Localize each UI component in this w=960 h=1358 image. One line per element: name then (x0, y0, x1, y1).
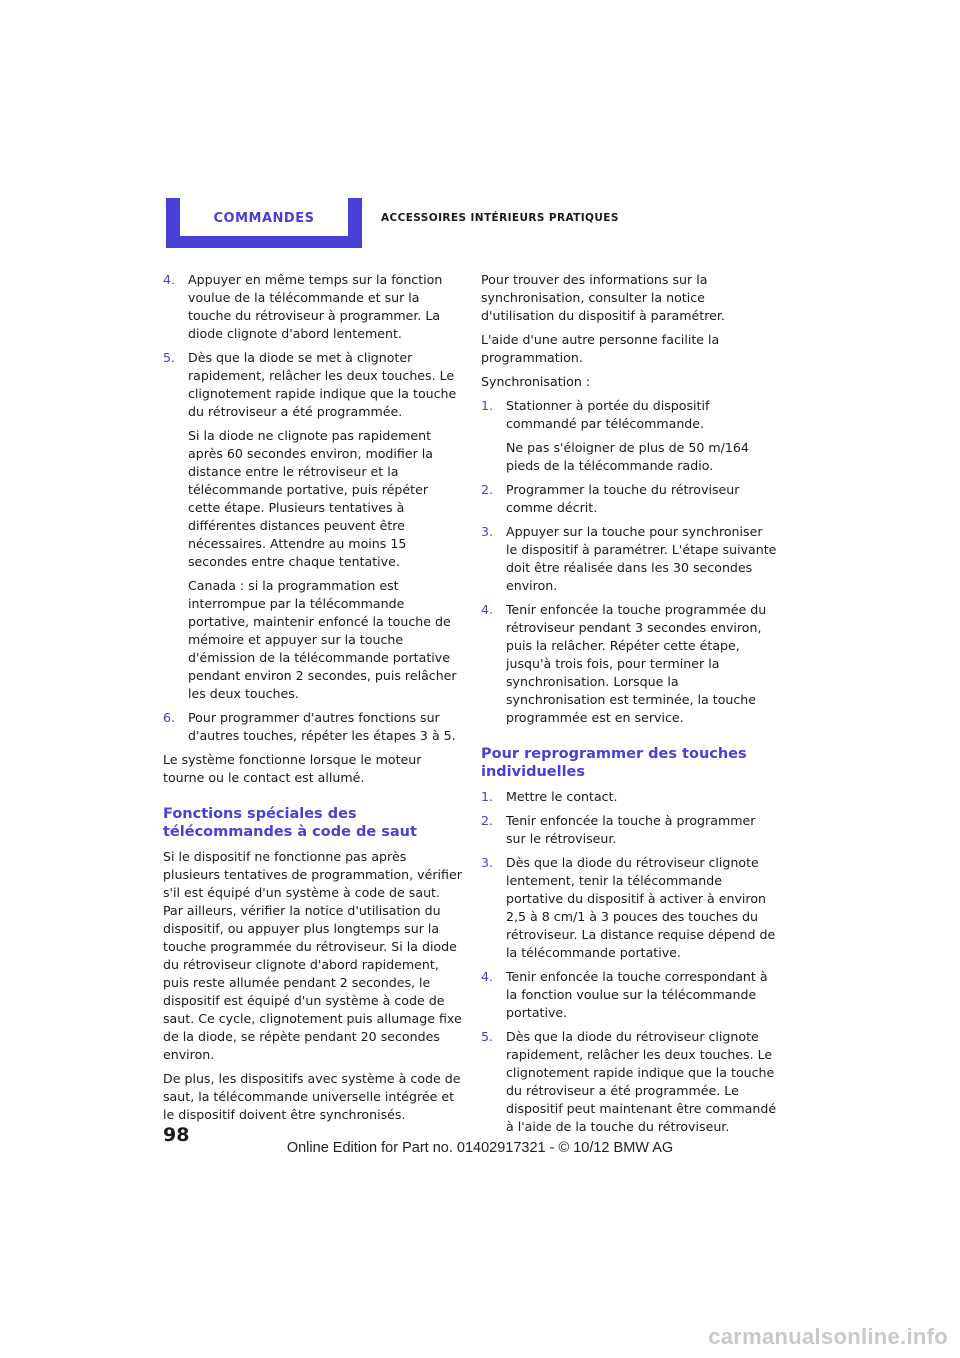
reprog-step-5 (481, 1028, 777, 1136)
step-number: 1. (481, 789, 494, 804)
reprog-step-2 (481, 812, 777, 848)
step-number: 3. (481, 524, 494, 539)
reprog-step-1 (481, 788, 777, 806)
step-number: 5. (481, 1029, 494, 1044)
running-title: ACCESSOIRES INTÉRIEURS PRATIQUES (381, 212, 619, 224)
step-4 (163, 271, 463, 343)
sync-step-4 (481, 601, 777, 727)
step-text: Appuyer sur la touche pour synchroniser le dispositif à paramétrer. L'étape suivante doit être réalisée dans les 30 secondes environ. (506, 524, 777, 593)
step-5 (163, 349, 463, 703)
paragraph: Pour trouver des informations sur la synchronisation, consulter la notice d'utilisation du dispositif à paramétrer. (481, 272, 725, 323)
step-number: 4. (481, 969, 494, 984)
step-number: 4. (481, 602, 494, 617)
step-number: 2. (481, 482, 494, 497)
page-number: 98 (163, 1124, 190, 1146)
step-number: 4. (163, 272, 176, 287)
step-note-canada: Canada : si la programmation est interrompue par la télécommande portative, maintenir enfoncé la touche de mémoire et appuyer sur la touche d'émission de la télécommande portative pendant environ 2 secondes, puis relâcher les deux touches. (188, 578, 457, 701)
step-6 (163, 709, 463, 745)
step-text: Pour programmer d'autres fonctions sur d'autres touches, répéter les étapes 3 à 5. (188, 710, 456, 743)
step-text: Appuyer en même temps sur la fonction voulue de la télécommande et sur la touche du rétroviseur à programmer. La diode clignote d'abord lentement. (188, 272, 443, 341)
section-heading-reprogram: Pour reprogrammer des touches individuelles (481, 746, 747, 780)
step-number: 5. (163, 350, 176, 365)
step-number: 6. (163, 710, 176, 725)
reprog-step-3 (481, 854, 777, 962)
sync-step-3 (481, 523, 777, 595)
paragraph: Si le dispositif ne fonctionne pas après plusieurs tentatives de programmation, vérifier s'il est équipé d'un système à code de saut. Par ailleurs, vérifier la notice d'utilisation du dispositif, ou appuyer plus longtemps sur la touche programmée du rétroviseur. Si la diode du rétroviseur clignote d'abord rapidement, puis reste allumée pendant 2 secondes, le dispositif est équipé d'un système à code de saut. Ce cycle, clignotement puis allumage fixe de la diode, se répète pendant 20 secondes environ. (163, 849, 462, 1062)
step-text: Dès que la diode du rétroviseur clignote rapidement, relâcher les deux touches. Le clignotement rapide indique que la touche du rétroviseur a été programmée. Le dispositif peut maintenant être commandé à l'aide de la touche du rétroviseur. (506, 1029, 777, 1134)
left-column (163, 271, 463, 1130)
sync-step-1 (481, 397, 777, 475)
step-number: 3. (481, 855, 494, 870)
paragraph: L'aide d'une autre personne facilite la programmation. (481, 332, 720, 365)
step-text: Tenir enfoncée la touche programmée du rétroviseur pendant 3 secondes environ, puis la relâcher. Répéter cette étape, jusqu'à trois fois, pour terminer la synchronisation. Lorsque la synchronisation est terminée, la touche programmée est en service. (506, 602, 767, 725)
system-note: Le système fonctionne lorsque le moteur tourne ou le contact est allumé. (163, 752, 422, 785)
right-column (481, 271, 777, 1142)
chapter-tab-label: COMMANDES (180, 198, 348, 236)
chapter-tab (166, 198, 362, 248)
step-text: Programmer la touche du rétroviseur comme décrit. (506, 482, 740, 515)
reprog-step-4 (481, 968, 777, 1022)
step-number: 2. (481, 813, 494, 828)
step-note: Si la diode ne clignote pas rapidement après 60 secondes environ, modifier la distance entre le rétroviseur et la télécommande portative, puis répéter cette étape. Plusieurs tentatives à différentes distances peuvent être nécessaires. Attendre au moins 15 secondes entre chaque tentative. (188, 428, 433, 569)
step-note: Ne pas s'éloigner de plus de 50 m/164 pieds de la télécommande radio. (506, 440, 749, 473)
section-heading-rolling-code: Fonctions spéciales des télécommandes à code de saut (163, 806, 417, 840)
step-text: Dès que la diode du rétroviseur clignote lentement, tenir la télécommande portative du dispositif à activer à environ 2,5 à 8 cm/1 à 3 pouces des touches du rétroviseur. La distance requise dépend de la télécommande portative. (506, 855, 776, 960)
step-number: 1. (481, 398, 494, 413)
step-text: Mettre le contact. (506, 789, 618, 804)
paragraph: De plus, les dispositifs avec système à code de saut, la télécommande universelle intégrée et le dispositif doivent être synchronisés. (163, 1071, 461, 1122)
edition-line: Online Edition for Part no. 01402917321 - © 10/12 BMW AG (286, 1140, 674, 1156)
step-text: Dès que la diode se met à clignoter rapidement, relâcher les deux touches. Le clignotement rapide indique que la touche du rétroviseur a été programmée. (188, 350, 457, 419)
sync-label: Synchronisation : (481, 374, 591, 389)
step-text: Tenir enfoncée la touche à programmer sur le rétroviseur. (506, 813, 756, 846)
step-text: Stationner à portée du dispositif commandé par télécommande. (506, 398, 710, 431)
watermark-link[interactable]: carmanualsonline.info (708, 1324, 948, 1349)
step-text: Tenir enfoncée la touche correspondant à la fonction voulue sur la télécommande portative. (506, 969, 768, 1020)
sync-step-2 (481, 481, 777, 517)
